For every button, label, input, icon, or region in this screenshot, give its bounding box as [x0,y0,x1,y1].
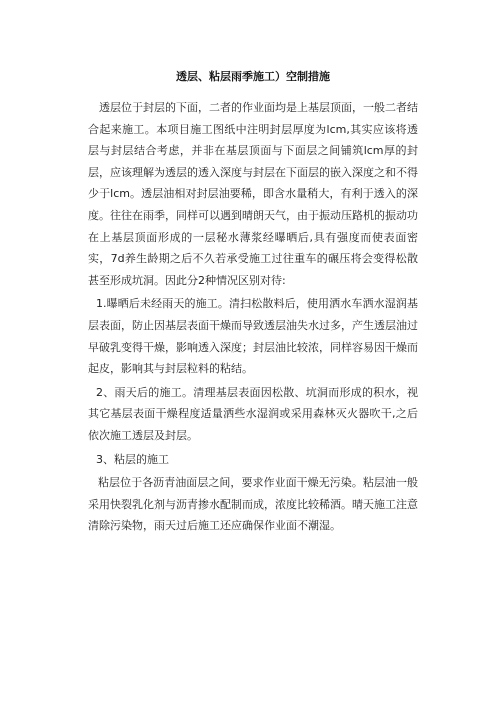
paragraph-case-2: 2、雨天后的施工。清理基层表面因松散、坑洞而形成的积水，视其它基层表面干燥程度适量洒些水湿润或采用森林灭火器吹干,之后依次施工透层及封层。 [88,385,418,442]
section-heading-tack-coat: 3、粘层的施工 [96,452,169,466]
paragraph-case-1: 1.曝晒后未经雨天的施工。清扫松散料后，使用洒水车洒水湿润基层表面，防止因基层表面干燥而导致透层油失水过多，产生透层油过早破乳变得干燥，影响透入深度；封层油比较浓，同样容易因干燥而起皮，影响其与封层粒料的粘结。 [88,297,418,376]
document-title: 透层、粘层雨季施工）空制措施 [176,70,330,83]
paragraph-intro: 透层位于封层的下面，二者的作业面均是上基层顶面，一般二者结合起来施工。本项目施工图纸中注明封层厚度为lcm,其实应该将透层与封层结合考虑，并非在基层顶面与下面层之间铺筑lcm厚的封层，应该理解为透层的透入深度与封层在下面层的嵌入深度之和不得少于lcm。透层油相对封层油要稀，即含水量稍大，有利于透入的深度。往往在雨季，同样可以遇到晴朗天气，由于振动压路机的振动功在上基层顶面形成的一层秘水薄浆经曝晒后,具有强度而使表面密实，7d养生龄期之后不久若承受施工过往重车的碾压将会变得松散甚至形成坑洞。因此分2种情况区别对待: [88,101,418,287]
paragraph-tack-coat: 粘层位于各沥青油面层之间，要求作业面干燥无污染。粘层油一般采用快裂乳化剂与沥青掺水配制而成，浓度比较稀酒。晴天施工注意清除污染物，雨天过后施工还应确保作业面不潮湿。 [88,476,418,533]
